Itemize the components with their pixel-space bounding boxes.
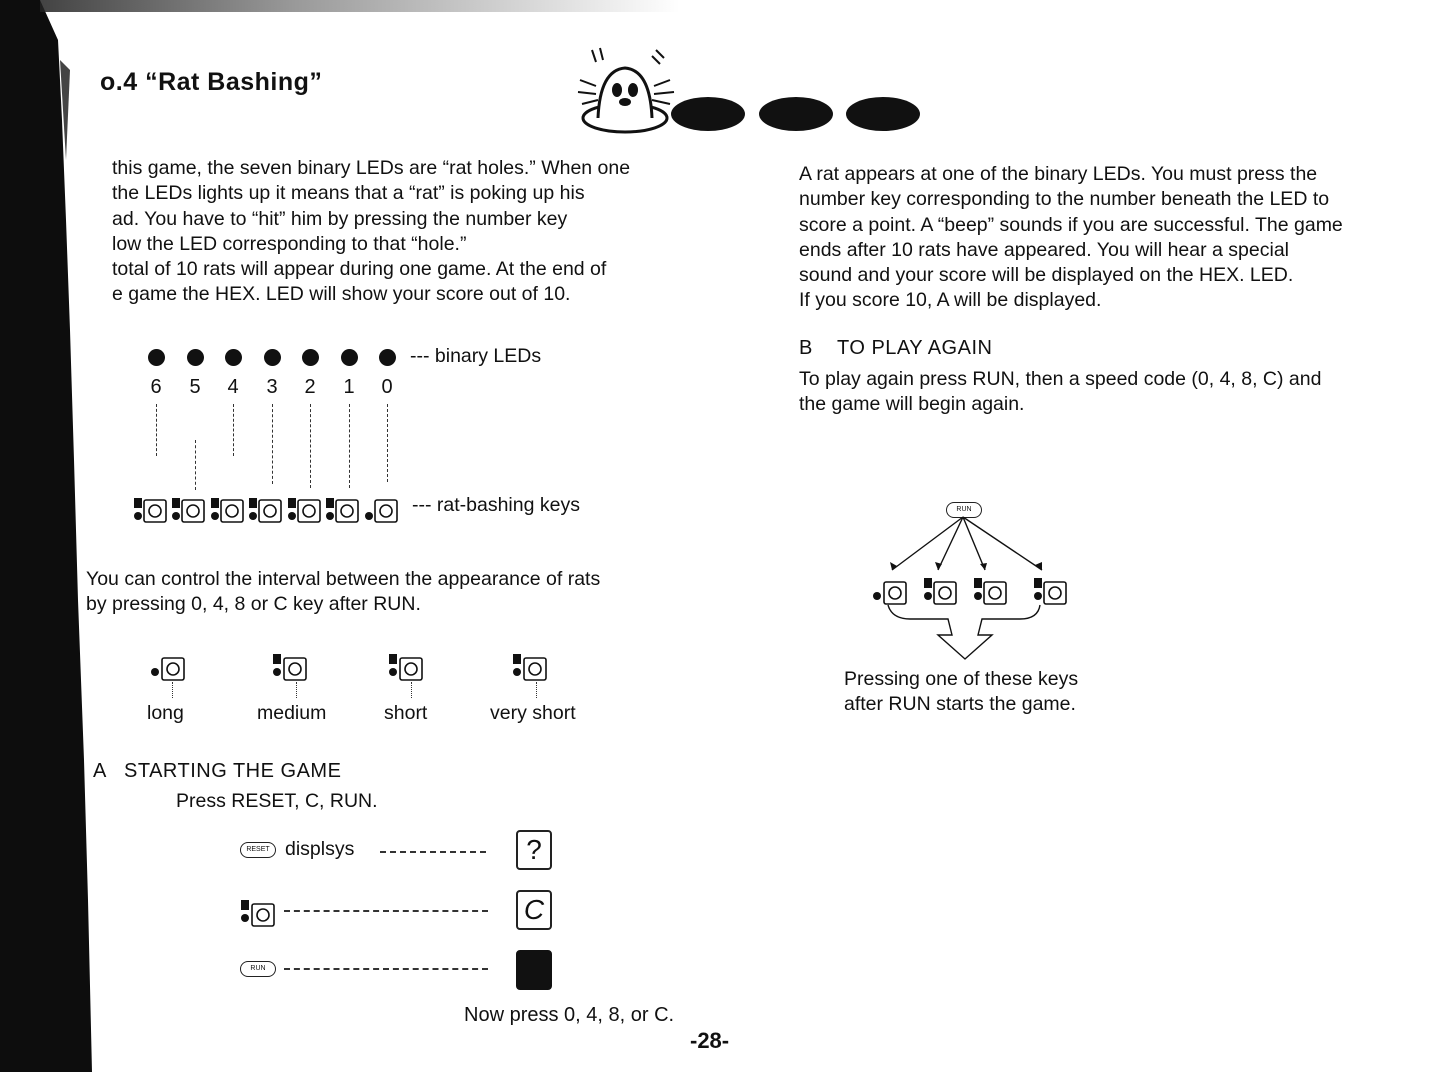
reset-key-icon: RESET [240, 842, 276, 858]
mi-key-dash [284, 910, 488, 912]
section-b-paragraph [799, 367, 1411, 418]
speed-key-mi-icon [510, 650, 550, 682]
displays-label: displsys [285, 838, 355, 860]
caption-line-2: after RUN starts the game. [844, 693, 1076, 715]
led-number-3: 3 [266, 376, 278, 398]
intro-paragraph [112, 156, 695, 308]
right-line-5: sound and your score will be displayed on the HEX. LED. [799, 264, 1294, 287]
rat-bashing-keys [132, 494, 404, 524]
section-b-letter: B [799, 337, 813, 359]
section-b-line-1: To play again press RUN, then a speed code (0, 4, 8, C) and [799, 368, 1322, 390]
binary-leds-label: --- binary LEDs [410, 345, 542, 367]
run-key-small-icon: RUN [946, 502, 982, 518]
hex-display-question: ? [516, 830, 552, 870]
connector-line-1 [349, 404, 350, 488]
speed-dots-very-short [536, 682, 537, 698]
binary-led-6 [148, 349, 165, 366]
intro-line-5: total of 10 rats will appear during one game. At the end of [112, 258, 607, 281]
right-line-2: number key corresponding to the number beneath the LED to [799, 188, 1330, 211]
connector-line-6 [156, 404, 157, 456]
connector-line-2 [310, 404, 311, 488]
binary-led-3 [264, 349, 281, 366]
binary-led-5 [187, 349, 204, 366]
binary-led-1 [341, 349, 358, 366]
mole-mascot-illustration [570, 40, 930, 140]
intro-line-3: ad. You have to “hit” him by pressing the number key [112, 207, 568, 230]
page-number: -28- [690, 1028, 730, 1053]
page-title: o.4 “Rat Bashing” [100, 68, 323, 96]
led-number-0: 0 [381, 376, 393, 398]
led-number-2: 2 [304, 376, 316, 398]
caption-line-1: Pressing one of these keys [844, 668, 1079, 690]
rat-bashing-keys-label: --- rat-bashing keys [412, 494, 580, 516]
connector-line-0 [387, 404, 388, 482]
speed-key-re-icon [270, 650, 310, 682]
section-a-title: STARTING THE GAME [124, 760, 342, 782]
right-line-6: If you score 10, A will be displayed. [799, 289, 1102, 312]
page-spine-shadow [0, 0, 92, 1072]
connector-line-4 [233, 404, 234, 456]
speed-label-medium: medium [257, 702, 327, 724]
section-a-instruction: Press RESET, C, RUN. [176, 790, 378, 812]
speed-paragraph [86, 567, 695, 618]
section-b-title: TO PLAY AGAIN [837, 337, 993, 359]
speed-dots-short [411, 682, 412, 698]
right-line-3: score a point. A “beep” sounds if you are successful. The game [799, 213, 1343, 236]
speed-dots-medium [296, 682, 297, 698]
binary-led-0 [379, 349, 396, 366]
right-line-1: A rat appears at one of the binary LEDs. You must press the [799, 163, 1318, 185]
binary-led-2 [302, 349, 319, 366]
speed-label-long: long [147, 702, 184, 724]
led-number-5: 5 [189, 376, 201, 398]
section-a-letter: A [93, 760, 107, 782]
hex-display-c: C [516, 890, 552, 930]
speed-line-1: You can control the interval between the appearance of rats [86, 568, 601, 590]
intro-line-6: e game the HEX. LED will show your score out of 10. [112, 283, 571, 306]
run-key-dash [284, 968, 488, 970]
intro-line-4: low the LED corresponding to that “hole.” [112, 232, 467, 255]
run-key-icon: RUN [240, 961, 276, 977]
mi-key-icon [238, 896, 278, 928]
speed-label-short: short [384, 702, 428, 724]
speed-key-la-icon [386, 650, 426, 682]
intro-line-1: this game, the seven binary LEDs are “rat holes.” When one [112, 157, 631, 179]
led-number-4: 4 [227, 376, 239, 398]
binary-led-4 [225, 349, 242, 366]
speed-line-2: by pressing 0, 4, 8 or C key after RUN. [86, 593, 421, 616]
right-line-4: ends after 10 rats have appeared. You will hear a special [799, 238, 1289, 261]
hex-display-blank [516, 950, 552, 990]
displays-dash [380, 851, 486, 853]
speed-label-very-short: very short [490, 702, 576, 724]
led-number-6: 6 [150, 376, 162, 398]
connector-line-5 [195, 440, 196, 490]
right-key-row [870, 574, 1070, 606]
speed-key-0-icon [148, 650, 188, 682]
section-b-line-2: the game will begin again. [799, 393, 1025, 416]
now-press-text: Now press 0, 4, 8, or C. [464, 1004, 675, 1026]
speed-dots-long [172, 682, 173, 698]
led-number-1: 1 [343, 376, 355, 398]
top-edge-smudge [40, 0, 680, 12]
right-paragraph [799, 162, 1411, 314]
intro-line-2: the LEDs lights up it means that a “rat” is poking up his [112, 182, 585, 205]
connector-line-3 [272, 404, 273, 484]
